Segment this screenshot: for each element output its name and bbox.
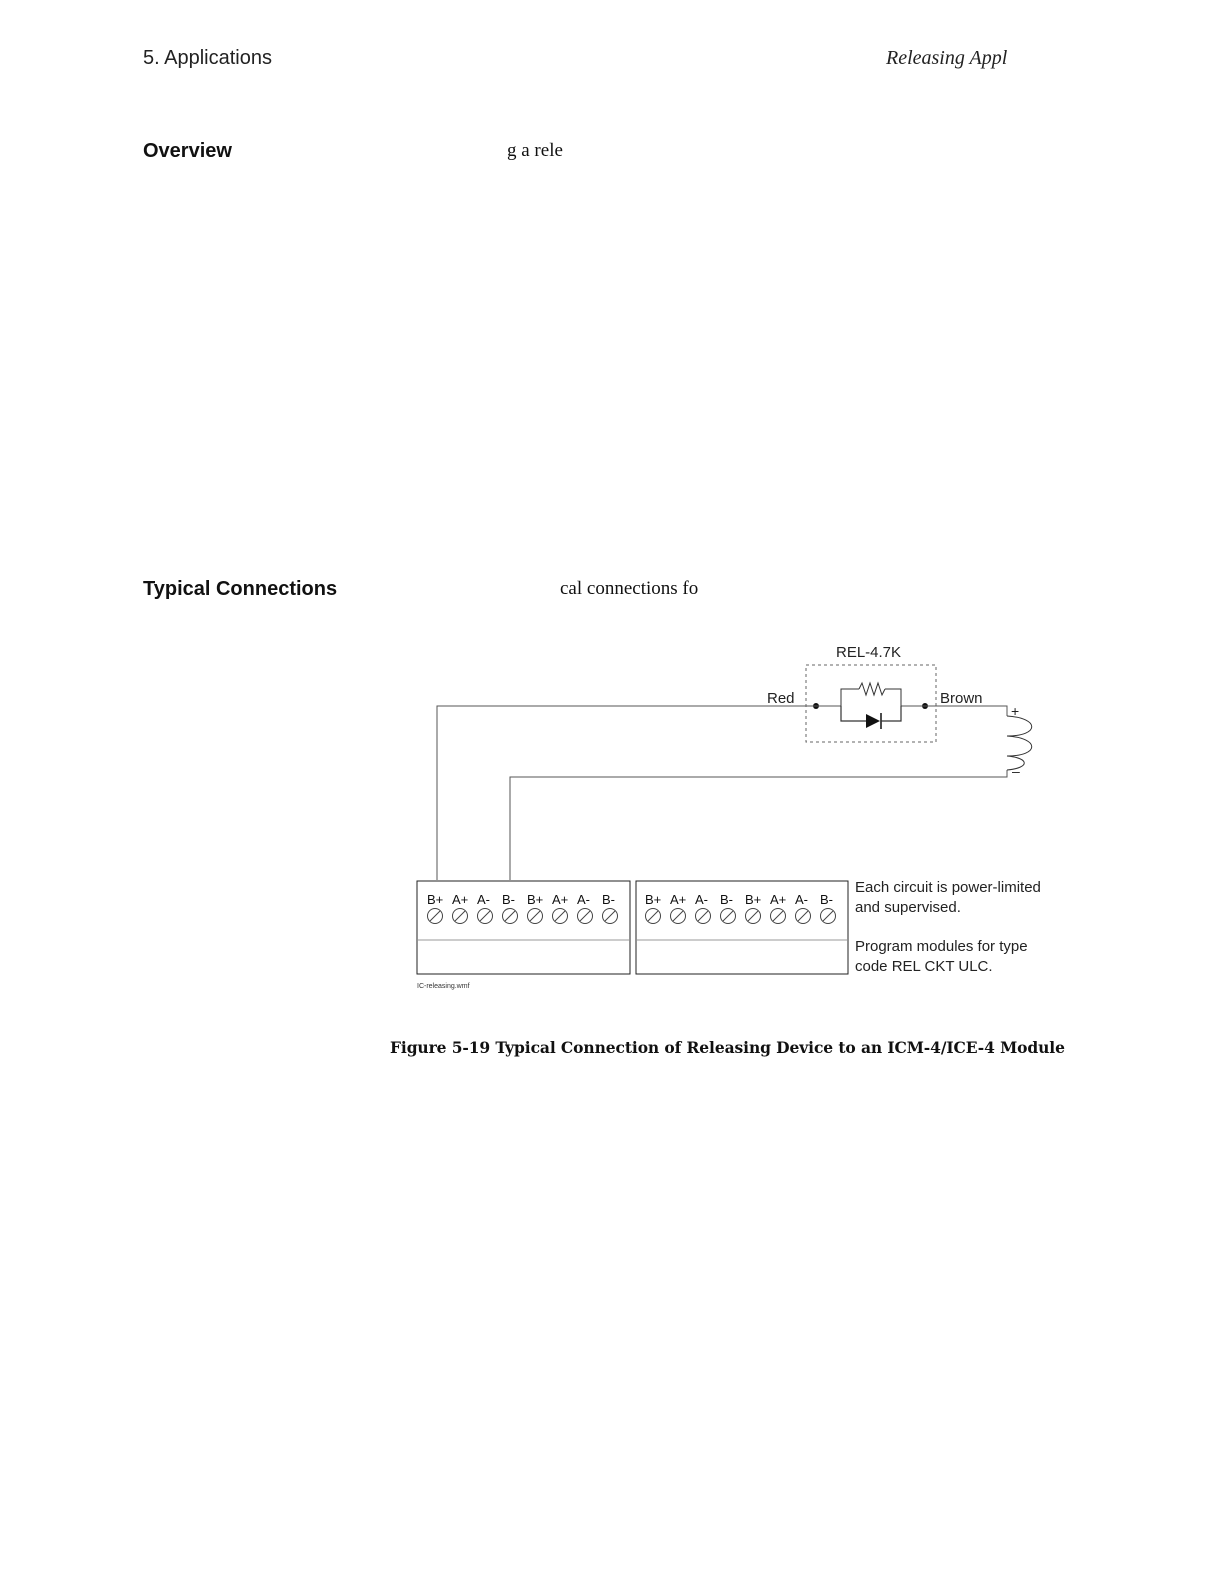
note-program-line1: Program modules for type bbox=[855, 938, 1028, 955]
terminal-strip-left bbox=[427, 892, 618, 924]
terminal-label-right-4: B- bbox=[720, 892, 733, 907]
brown-label: Brown bbox=[940, 690, 983, 707]
red-label: Red bbox=[767, 690, 795, 707]
file-label: IC-releasing.wmf bbox=[417, 983, 470, 990]
terminal-screw-slot-right-8 bbox=[823, 911, 833, 921]
terminal-label-right-7: A- bbox=[795, 892, 808, 907]
terminal-label-left-4: B- bbox=[502, 892, 515, 907]
terminal-label-right-6: A+ bbox=[770, 892, 787, 907]
resistor-icon bbox=[859, 683, 885, 695]
terminal-screw-slot-right-6 bbox=[773, 911, 783, 921]
overview-text: g a rele bbox=[507, 140, 563, 161]
figure-caption: Figure 5-19 Typical Connection of Releasing Device to an ICM-4/ICE-4 Module bbox=[390, 1038, 1065, 1057]
terminal-strip-right bbox=[645, 892, 836, 924]
terminal-screw-slot-left-2 bbox=[455, 911, 465, 921]
typical-connections-heading: Typical Connections bbox=[143, 578, 338, 600]
overview-heading: Overview bbox=[143, 140, 232, 162]
terminal-screw-slot-left-7 bbox=[580, 911, 590, 921]
terminal-label-right-5: B+ bbox=[745, 892, 762, 907]
terminal-label-left-1: B+ bbox=[427, 892, 444, 907]
terminal-screw-slot-left-1 bbox=[430, 911, 440, 921]
terminal-label-right-8: B- bbox=[820, 892, 833, 907]
note-power-limited-line1: Each circuit is power-limited bbox=[855, 879, 1041, 896]
terminal-screw-slot-left-3 bbox=[480, 911, 490, 921]
module-left bbox=[417, 881, 630, 974]
terminal-label-left-6: A+ bbox=[552, 892, 569, 907]
releasing-solenoid-icon bbox=[1007, 716, 1032, 770]
terminal-label-left-5: B+ bbox=[527, 892, 544, 907]
terminal-screw-slot-right-2 bbox=[673, 911, 683, 921]
terminal-label-right-1: B+ bbox=[645, 892, 662, 907]
terminal-screw-slot-left-8 bbox=[605, 911, 615, 921]
rel-4-7k-box bbox=[806, 665, 936, 742]
terminal-label-left-3: A- bbox=[477, 892, 490, 907]
note-program-line2: code REL CKT ULC. bbox=[855, 958, 993, 975]
module-right bbox=[636, 881, 848, 974]
terminal-screw-slot-right-3 bbox=[698, 911, 708, 921]
terminal-label-right-2: A+ bbox=[670, 892, 687, 907]
header-chapter: Releasing Appl bbox=[886, 47, 1008, 69]
terminal-screw-slot-left-5 bbox=[530, 911, 540, 921]
terminal-screw-slot-left-6 bbox=[555, 911, 565, 921]
terminal-screw-slot-left-4 bbox=[505, 911, 515, 921]
terminal-screw-slot-right-7 bbox=[798, 911, 808, 921]
plus-label: + bbox=[1011, 703, 1020, 719]
terminal-screw-slot-right-5 bbox=[748, 911, 758, 921]
terminal-label-left-7: A- bbox=[577, 892, 590, 907]
red-wire bbox=[437, 706, 808, 880]
terminal-label-right-3: A- bbox=[695, 892, 708, 907]
terminal-label-left-8: B- bbox=[602, 892, 615, 907]
minus-label: – bbox=[1012, 763, 1020, 779]
note-power-limited-line2: and supervised. bbox=[855, 899, 961, 916]
header-section: 5. Applications bbox=[143, 47, 272, 69]
terminal-screw-slot-right-1 bbox=[648, 911, 658, 921]
return-wire bbox=[510, 770, 1007, 880]
rel-4-7k-label: REL-4.7K bbox=[836, 644, 902, 661]
typical-connections-text: cal connections fo bbox=[560, 578, 699, 599]
terminal-label-left-2: A+ bbox=[452, 892, 469, 907]
terminal-screw-slot-right-4 bbox=[723, 911, 733, 921]
diode-icon bbox=[866, 714, 880, 728]
